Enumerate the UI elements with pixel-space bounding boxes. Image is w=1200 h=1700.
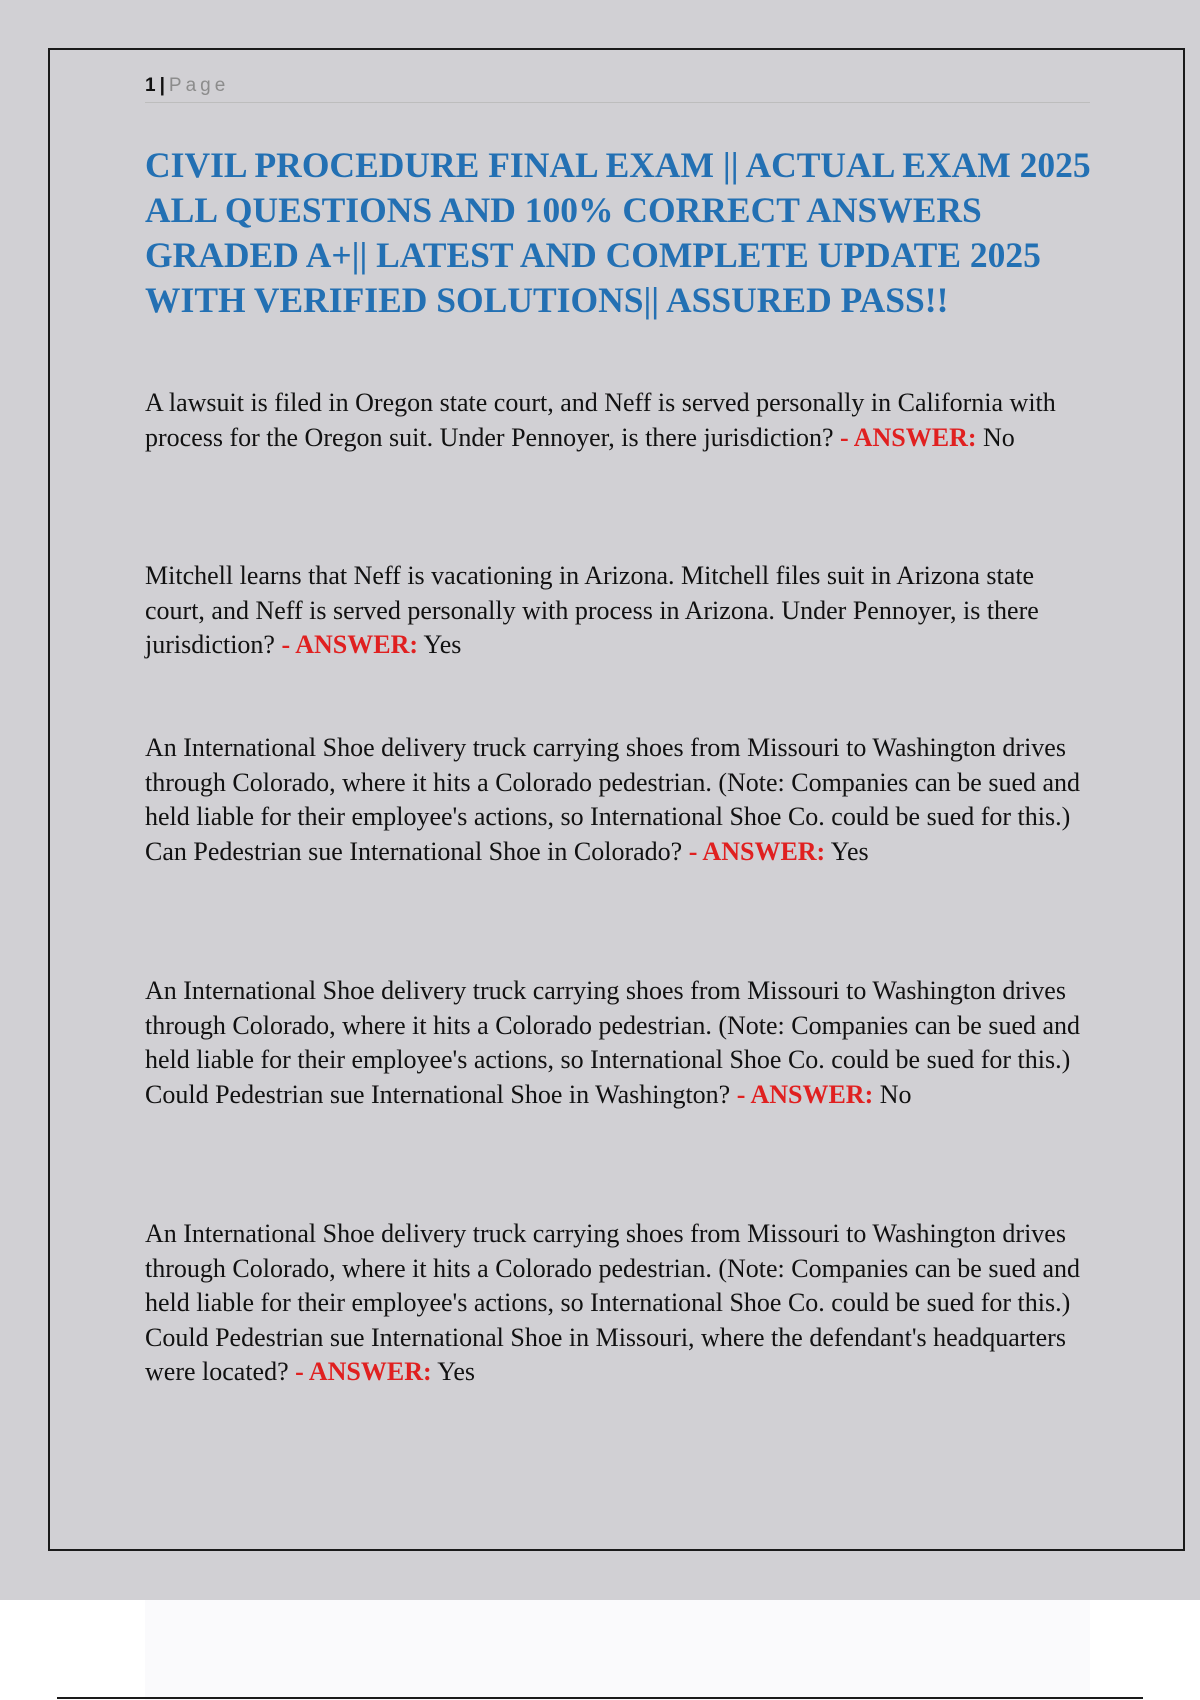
question-text: An International Shoe delivery truck carrying shoes from Missouri to Washington drives through Colorado, where it hits a Colorado pedestrian. (Note: Companies can be sued and held liable for their employee's actions, so International Shoe Co. could be sued for this.) Could Pedestrian sue International Shoe in Washington? [145, 976, 1081, 1109]
question-text: An International Shoe delivery truck carrying shoes from Missouri to Washington drives through Colorado, where it hits a Colorado pedestrian. (Note: Companies can be sued and held liable for their employee's actions, so International Shoe Co. could be sued for this.) Can Pedestrian sue International Shoe in Colorado? [145, 733, 1081, 866]
answer-text: Yes [437, 1357, 476, 1386]
answer-marker: - ANSWER: [736, 1079, 874, 1109]
next-page-preview [145, 1600, 1090, 1700]
qa-item [145, 974, 1095, 1112]
question-text: Mitchell learns that Neff is vacationing in Arizona. Mitchell files suit in Arizona state court, and Neff is served personally with process in Arizona. Under Pennoyer, is there jurisdiction? [145, 561, 1039, 659]
answer-marker: - ANSWER: [840, 422, 977, 452]
qa-item [145, 1217, 1095, 1390]
answer-marker: - ANSWER: [688, 836, 826, 866]
answer-text: Yes [423, 630, 462, 659]
page-label: Page [168, 75, 230, 96]
next-page-rule [57, 1697, 1143, 1699]
answer-marker: - ANSWER: [281, 630, 418, 659]
answer-text: No [879, 1079, 912, 1109]
page-header [145, 74, 1090, 103]
answer-marker: - ANSWER: [295, 1357, 432, 1386]
page-separator: | [159, 75, 165, 96]
qa-item [145, 559, 1095, 663]
page-number: 1 [145, 75, 156, 96]
qa-item [145, 386, 1095, 455]
qa-item [145, 731, 1095, 869]
answer-text: No [983, 422, 1015, 452]
question-text: An International Shoe delivery truck carrying shoes from Missouri to Washington drives through Colorado, where it hits a Colorado pedestrian. (Note: Companies can be sued and held liable for their employee's actions, so International Shoe Co. could be sued for this.) Could Pedestrian sue International Shoe in Missouri, where the defendant's headquarters were located? [145, 1219, 1081, 1386]
question-text: A lawsuit is filed in Oregon state court, and Neff is served personally in California with process for the Oregon suit. Under Pennoyer, is there jurisdiction? [145, 388, 1056, 452]
answer-text: Yes [830, 836, 869, 866]
document-title: CIVIL PROCEDURE FINAL EXAM || ACTUAL EXAM 2025 ALL QUESTIONS AND 100% CORRECT ANSWERS GRADED A+|| LATEST AND COMPLETE UPDATE 2025 WITH VERIFIED SOLUTIONS|| ASSURED PASS!! [145, 145, 1091, 320]
